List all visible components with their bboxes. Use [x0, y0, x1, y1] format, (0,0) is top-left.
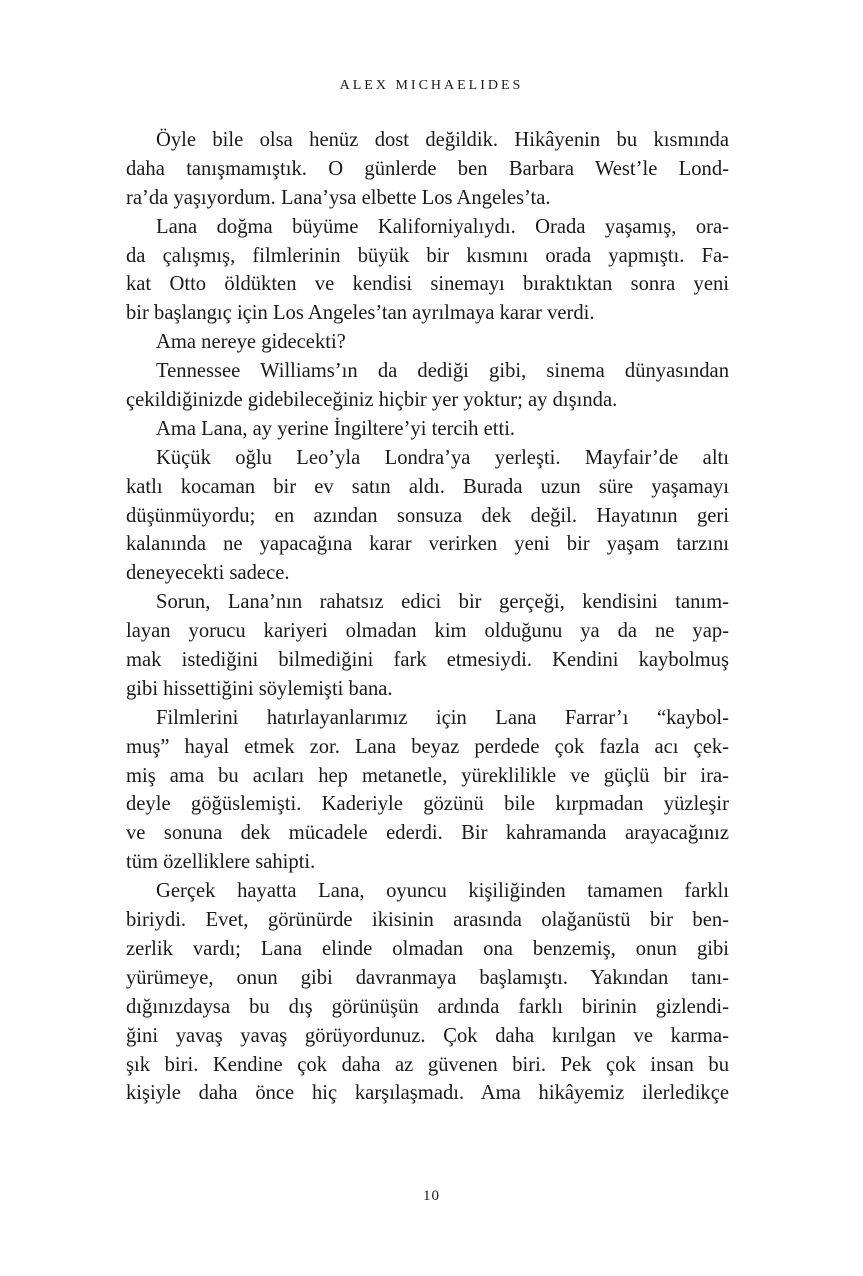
text-line: ra’da yaşıyordum. Lana’ysa elbette Los Angeles’ta.: [126, 186, 551, 209]
text-line: ve sonuna dek mücadele ederdi. Bir kahramanda arayacağınız: [126, 822, 729, 845]
text-line: katlı kocaman bir ev satın aldı. Burada uzun süre yaşamayı: [126, 475, 729, 498]
paragraph: [126, 213, 729, 329]
text-line: biriydi. Evet, görünürde ikisinin arasında olağanüstü bir ben-: [126, 909, 729, 932]
text-line: ğini yavaş yavaş görüyordunuz. Çok daha kırılgan ve karma-: [126, 1024, 729, 1047]
text-line: Tennessee Williams’ın da dediği gibi, sinema dünyasından: [156, 360, 729, 383]
text-line: kalanında ne yapacağına karar verirken yeni bir yaşam tarzını: [126, 533, 729, 556]
text-line: Filmlerini hatırlayanlarımız için Lana Farrar’ı “kaybol-: [156, 706, 729, 729]
text-line: deyle göğüslemişti. Kaderiyle gözünü bile kırpmadan yüzleşir: [126, 793, 729, 816]
paragraph: [126, 328, 729, 357]
text-line: kat Otto öldükten ve kendisi sinemayı bıraktıktan sonra yeni: [126, 273, 729, 296]
paragraph: [126, 126, 729, 213]
paragraph: [126, 444, 729, 588]
running-head: ALEX MICHAELIDES: [339, 78, 524, 93]
text-line: Gerçek hayatta Lana, oyuncu kişiliğinden tamamen farklı: [156, 880, 729, 903]
text-line: bir başlangıç için Los Angeles’tan ayrılmaya karar verdi.: [126, 302, 595, 325]
page-number: 10: [423, 1188, 440, 1204]
paragraph: [126, 415, 729, 444]
text-line: kişiyle daha önce hiç karşılaşmadı. Ama hikâyemiz ilerledikçe: [126, 1082, 729, 1105]
text-line: yürümeye, onun gibi davranmaya başlamıştı. Yakından tanı-: [126, 966, 729, 989]
text-line: da çalışmış, filmlerinin büyük bir kısmını orada yapmıştı. Fa-: [126, 244, 729, 267]
text-line: Öyle bile olsa henüz dost değildik. Hikâyenin bu kısmında: [156, 129, 729, 151]
text-line: düşünmüyordu; en azından sonsuza dek değil. Hayatının geri: [126, 504, 729, 527]
text-line: layan yorucu kariyeri olmadan kim olduğunu ya da ne yap-: [126, 620, 729, 643]
text-line: çekildiğinizde gidebileceğiniz hiçbir yer yoktur; ay dışında.: [126, 389, 618, 412]
paragraph: [126, 588, 729, 704]
paragraph: [126, 877, 729, 1108]
text-line: Küçük oğlu Leo’yla Londra’ya yerleşti. Mayfair’de altı: [156, 446, 729, 469]
text-line: Ama Lana, ay yerine İngiltere’yi tercih etti.: [156, 417, 516, 440]
text-line: dığınızdaysa bu dış görünüşün ardında farklı birinin gizlendi-: [126, 995, 729, 1018]
text-line: gibi hissettiğini söylemişti bana.: [126, 677, 393, 700]
text-line: muş” hayal etmek zor. Lana beyaz perdede çok fazla acı çek-: [126, 735, 729, 758]
text-line: zerlik vardı; Lana elinde olmadan ona benzemiş, onun gibi: [126, 937, 729, 960]
text-line: Ama nereye gidecekti?: [156, 331, 346, 354]
paragraph: [126, 704, 729, 877]
text-line: şık biri. Kendine çok daha az güvenen biri. Pek çok insan bu: [126, 1053, 729, 1076]
text-line: Sorun, Lana’nın rahatsız edici bir gerçeği, kendisini tanım-: [156, 591, 729, 614]
text-line: miş ama bu acıları hep metanetle, yüreklilikle ve güçlü bir ira-: [126, 764, 729, 787]
text-line: Lana doğma büyüme Kaliforniyalıydı. Orada yaşamış, ora-: [156, 215, 729, 238]
text-line: deneyecekti sadece.: [126, 562, 290, 585]
body-text: [126, 126, 729, 1108]
text-line: mak istediğini bilmediğini fark etmesiydi. Kendini kaybolmuş: [126, 649, 729, 672]
text-line: tüm özelliklere sahipti.: [126, 851, 316, 874]
text-line: daha tanışmamıştık. O günlerde ben Barbara West’le Lond-: [126, 157, 729, 180]
paragraph: [126, 357, 729, 415]
